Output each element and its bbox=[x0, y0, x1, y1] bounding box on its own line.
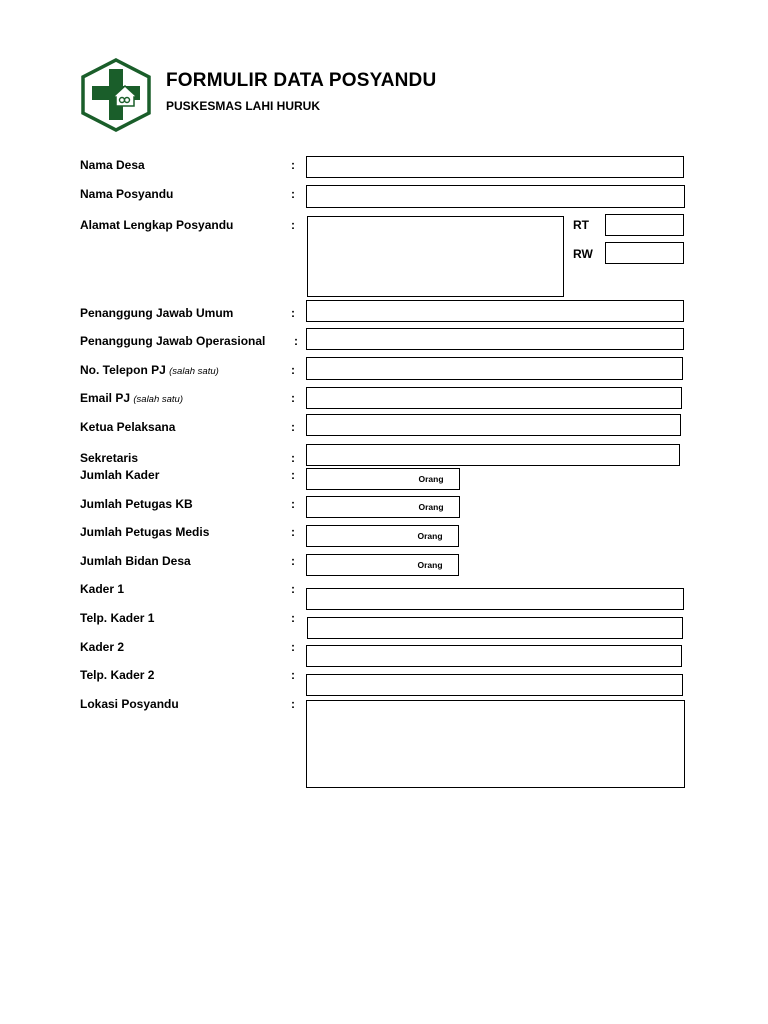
colon: : bbox=[291, 554, 295, 568]
label-text: Email PJ bbox=[80, 391, 131, 405]
unit-orang: Orang bbox=[418, 502, 444, 512]
email-pj-field[interactable] bbox=[306, 387, 682, 409]
colon: : bbox=[291, 468, 295, 482]
alamat-field[interactable] bbox=[307, 216, 564, 297]
rt-label: RT bbox=[573, 218, 589, 232]
form-subtitle: PUSKESMAS LAHI HURUK bbox=[166, 99, 321, 113]
label-pj-umum: Penanggung Jawab Umum bbox=[80, 306, 234, 320]
label-kader2: Kader 2 bbox=[80, 640, 125, 654]
label-alamat: Alamat Lengkap Posyandu bbox=[80, 218, 234, 232]
rw-label: RW bbox=[573, 247, 593, 261]
colon: : bbox=[291, 306, 295, 320]
label-telp-kader2: Telp. Kader 2 bbox=[80, 668, 155, 682]
colon: : bbox=[291, 363, 295, 377]
colon: : bbox=[291, 158, 295, 172]
nama-posyandu-field[interactable] bbox=[306, 185, 685, 208]
note-salah-satu: (salah satu) bbox=[169, 366, 219, 377]
rt-field[interactable] bbox=[605, 214, 684, 236]
kemenkes-logo-icon bbox=[80, 58, 152, 132]
unit-orang: Orang bbox=[417, 531, 443, 541]
label-telepon-pj bbox=[80, 363, 219, 377]
colon: : bbox=[291, 611, 295, 625]
colon: : bbox=[291, 668, 295, 682]
label-text: No. Telepon PJ bbox=[80, 363, 166, 377]
pj-umum-field[interactable] bbox=[306, 300, 684, 322]
colon: : bbox=[291, 640, 295, 654]
telepon-pj-field[interactable] bbox=[306, 357, 683, 380]
nama-desa-field[interactable] bbox=[306, 156, 684, 178]
unit-orang: Orang bbox=[417, 560, 443, 570]
label-lokasi: Lokasi Posyandu bbox=[80, 697, 179, 711]
label-jumlah-medis: Jumlah Petugas Medis bbox=[80, 525, 210, 539]
sekretaris-field[interactable] bbox=[306, 444, 680, 466]
unit-orang: Orang bbox=[418, 474, 444, 484]
colon: : bbox=[291, 218, 295, 232]
colon: : bbox=[291, 451, 295, 465]
label-sekretaris: Sekretaris bbox=[80, 451, 139, 465]
lokasi-field[interactable] bbox=[306, 700, 685, 788]
pj-operasional-field[interactable] bbox=[306, 328, 684, 350]
label-ketua: Ketua Pelaksana bbox=[80, 420, 176, 434]
label-email-pj bbox=[80, 391, 183, 405]
label-jumlah-bidan: Jumlah Bidan Desa bbox=[80, 554, 191, 568]
telp-kader2-field[interactable] bbox=[306, 674, 683, 696]
kader2-field[interactable] bbox=[306, 645, 682, 667]
colon: : bbox=[291, 497, 295, 511]
label-nama-desa: Nama Desa bbox=[80, 158, 145, 172]
label-nama-posyandu: Nama Posyandu bbox=[80, 187, 174, 201]
colon: : bbox=[291, 391, 295, 405]
label-jumlah-kader: Jumlah Kader bbox=[80, 468, 160, 482]
colon: : bbox=[291, 697, 295, 711]
kader1-field[interactable] bbox=[306, 588, 684, 610]
colon: : bbox=[291, 525, 295, 539]
label-telp-kader1: Telp. Kader 1 bbox=[80, 611, 155, 625]
label-pj-operasional: Penanggung Jawab Operasional bbox=[80, 334, 266, 348]
form-title: FORMULIR DATA POSYANDU bbox=[166, 70, 437, 91]
label-jumlah-kb: Jumlah Petugas KB bbox=[80, 497, 193, 511]
note-salah-satu: (salah satu) bbox=[133, 394, 184, 405]
label-kader1: Kader 1 bbox=[80, 582, 125, 596]
colon: : bbox=[294, 334, 298, 348]
ketua-field[interactable] bbox=[306, 414, 681, 436]
telp-kader1-field[interactable] bbox=[307, 617, 683, 639]
colon: : bbox=[291, 582, 295, 596]
colon: : bbox=[291, 420, 295, 434]
rw-field[interactable] bbox=[605, 242, 684, 264]
colon: : bbox=[291, 187, 295, 201]
